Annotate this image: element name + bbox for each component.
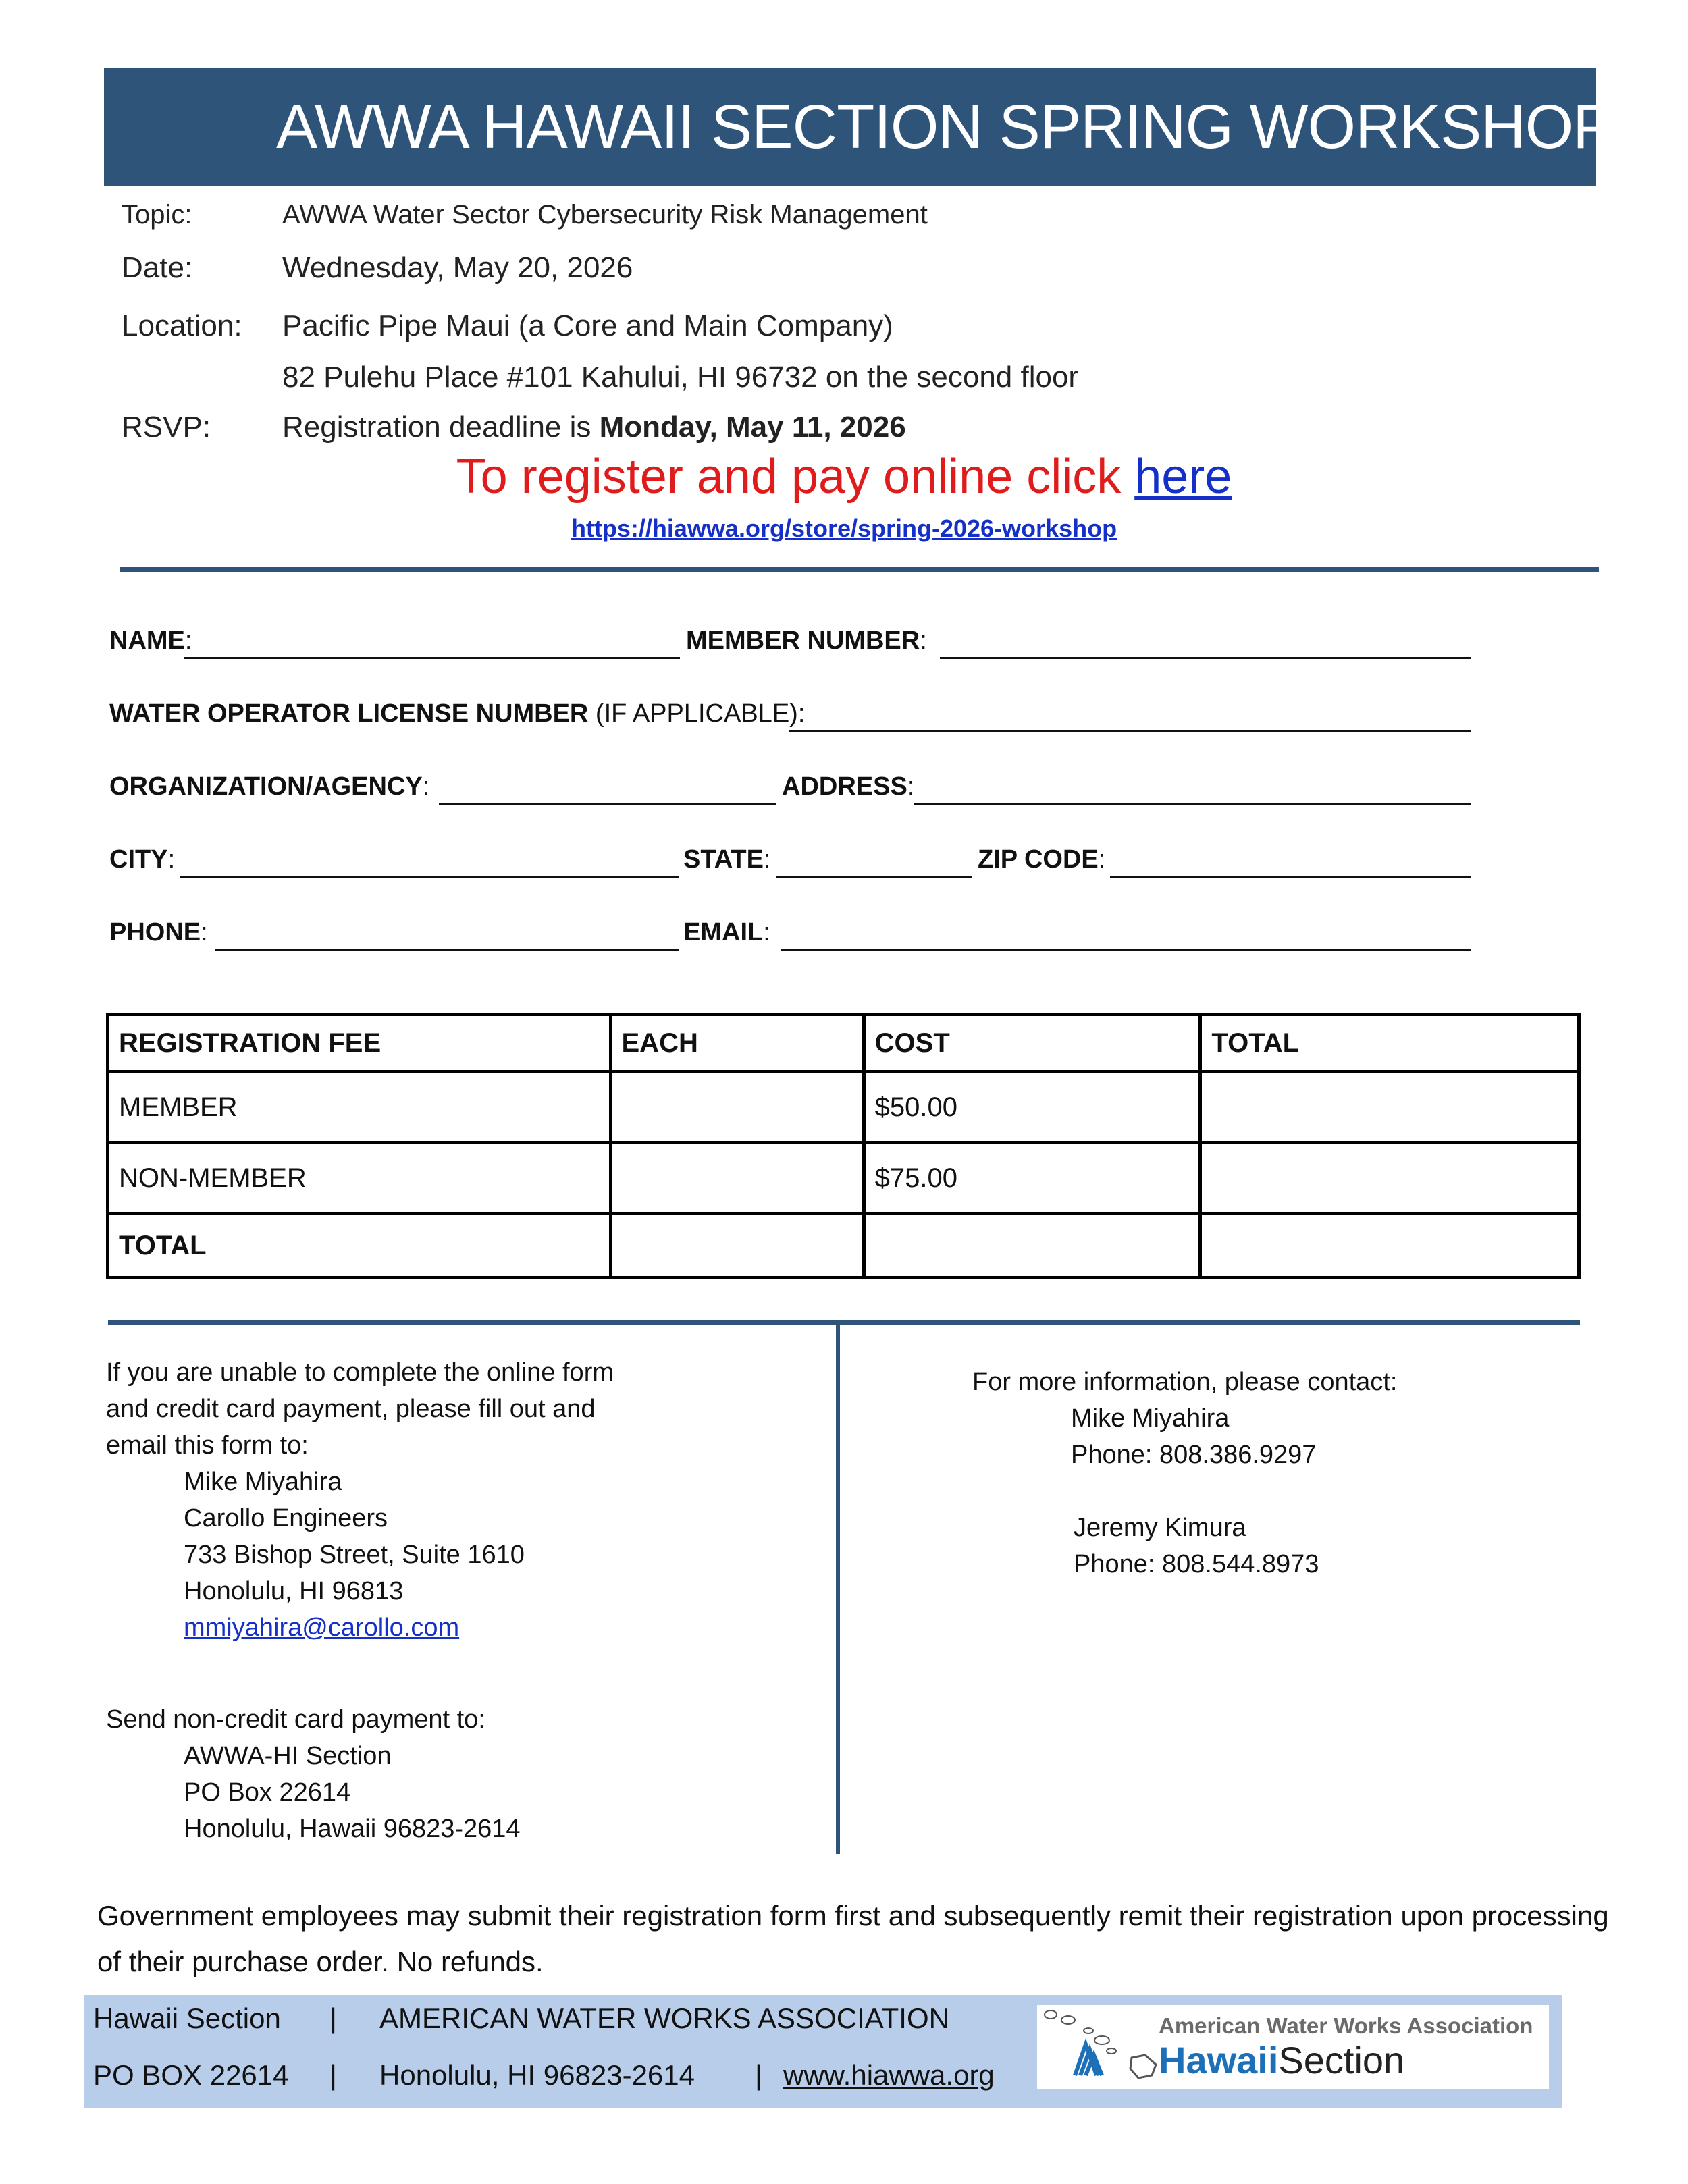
each-input[interactable] xyxy=(610,1072,864,1143)
info-contact1-name: Mike Miyahira xyxy=(1071,1404,1230,1433)
contact-street: 733 Bishop Street, Suite 1610 xyxy=(184,1541,525,1569)
license-label: WATER OPERATOR LICENSE NUMBER (IF APPLICABLE): xyxy=(109,699,806,728)
license-input[interactable] xyxy=(789,730,1471,732)
location-label: Location: xyxy=(122,309,242,342)
location-line1: Pacific Pipe Maui (a Core and Main Company) xyxy=(282,309,893,342)
date-value: Wednesday, May 20, 2026 xyxy=(282,251,633,284)
organization-input[interactable] xyxy=(439,803,776,805)
topic-value: AWWA Water Sector Cybersecurity Risk Management xyxy=(282,200,928,230)
footer-po-box: PO BOX 22614 xyxy=(93,2059,289,2091)
zip-label: ZIP CODE: xyxy=(978,845,1106,874)
total-input[interactable] xyxy=(1201,1072,1579,1143)
member-number-input[interactable] xyxy=(940,657,1471,659)
city-input[interactable] xyxy=(180,876,679,878)
footer-city: Honolulu, HI 96823-2614 xyxy=(379,2059,695,2091)
info-intro: For more information, please contact: xyxy=(972,1368,1398,1396)
footer-separator: | xyxy=(329,2002,337,2034)
total-label: TOTAL xyxy=(108,1214,611,1278)
header-banner xyxy=(104,68,1614,186)
address-input[interactable] xyxy=(914,803,1471,805)
footer-separator: | xyxy=(329,2059,337,2091)
fee-label: MEMBER xyxy=(108,1072,611,1143)
contact-email-link[interactable]: mmiyahira@carollo.com xyxy=(184,1614,460,1642)
grand-total-input[interactable] xyxy=(1201,1214,1579,1278)
email-label: EMAIL: xyxy=(683,918,770,947)
logo-line1: American Water Works Association xyxy=(1159,2013,1533,2038)
header-each: EACH xyxy=(610,1015,864,1072)
page-title: AWWA HAWAII SECTION SPRING WORKSHOP xyxy=(276,92,1614,161)
total-cost-input[interactable] xyxy=(864,1214,1201,1278)
register-callout: To register and pay online click here xyxy=(456,450,1232,504)
name-input[interactable] xyxy=(184,657,680,659)
awwa-hawaii-logo xyxy=(1037,2005,1549,2089)
fee-label: NON-MEMBER xyxy=(108,1143,611,1214)
table-row xyxy=(108,1143,1579,1214)
organization-label: ORGANIZATION/AGENCY: xyxy=(109,772,430,801)
phone-label: PHONE: xyxy=(109,918,208,947)
cost-value: $50.00 xyxy=(864,1072,1201,1143)
mail-in-instructions: If you are unable to complete the online form and credit card payment, please fill out and email this form to: Mike Miyahira Carollo Engineers 733 Bishop Street, Suite 1610 Honolulu, HI 96813 mmiyahira@carollo.com xyxy=(106,1358,614,1642)
header-registration-fee: REGISTRATION FEE xyxy=(108,1015,611,1072)
topic-label: Topic: xyxy=(122,200,192,230)
date-label: Date: xyxy=(122,251,193,284)
register-here-link[interactable]: here xyxy=(1134,450,1232,504)
info-contact2-name: Jeremy Kimura xyxy=(1074,1514,1246,1542)
rsvp-deadline: Monday, May 11, 2026 xyxy=(599,410,906,444)
footer-website-link[interactable]: www.hiawwa.org xyxy=(783,2059,995,2091)
info-contact2-phone: Phone: 808.544.8973 xyxy=(1074,1550,1319,1578)
header-total: TOTAL xyxy=(1201,1015,1579,1072)
government-note: Government employees may submit their registration form first and subsequently remit their registration upon processing of their purchase order. No refunds. xyxy=(97,1900,1609,1977)
table-row xyxy=(108,1072,1579,1143)
registration-fee-table xyxy=(106,1013,1581,1279)
city-label: CITY: xyxy=(109,845,176,874)
table-header-row xyxy=(108,1015,1579,1072)
total-each-input[interactable] xyxy=(610,1214,864,1278)
footer-org: AMERICAN WATER WORKS ASSOCIATION xyxy=(379,2002,949,2034)
state-label: STATE: xyxy=(683,845,771,874)
contact-name: Mike Miyahira xyxy=(184,1468,342,1496)
member-number-label: MEMBER NUMBER: xyxy=(686,627,927,655)
rsvp-label: RSVP: xyxy=(122,410,211,444)
address-label: ADDRESS: xyxy=(782,772,915,801)
footer-section: Hawaii Section xyxy=(93,2002,281,2034)
register-url-link[interactable]: https://hiawwa.org/store/spring-2026-workshop xyxy=(571,514,1117,542)
divider-top xyxy=(120,567,1599,572)
table-total-row xyxy=(108,1214,1579,1278)
location-line2: 82 Pulehu Place #101 Kahului, HI 96732 on the second floor xyxy=(282,361,1079,394)
name-label: NAME: xyxy=(109,627,192,655)
rsvp-value: Registration deadline is Monday, May 11, 2026 xyxy=(282,410,906,444)
contact-company: Carollo Engineers xyxy=(184,1504,388,1533)
email-input[interactable] xyxy=(781,949,1471,951)
zip-input[interactable] xyxy=(1110,876,1471,878)
logo-line2: HawaiiSection xyxy=(1159,2039,1405,2081)
contact-city: Honolulu, HI 96813 xyxy=(184,1577,404,1605)
footer-separator: | xyxy=(755,2059,762,2091)
info-contact1-phone: Phone: 808.386.9297 xyxy=(1071,1441,1317,1469)
each-input[interactable] xyxy=(610,1143,864,1214)
state-input[interactable] xyxy=(776,876,972,878)
total-input[interactable] xyxy=(1201,1143,1579,1214)
header-cost: COST xyxy=(864,1015,1201,1072)
phone-input[interactable] xyxy=(215,949,679,951)
cost-value: $75.00 xyxy=(864,1143,1201,1214)
divider-mid xyxy=(108,1320,1580,1325)
payment-instructions: Send non-credit card payment to: AWWA-HI Section PO Box 22614 Honolulu, Hawaii 96823-2614 xyxy=(106,1705,521,1843)
column-divider xyxy=(836,1325,840,1854)
